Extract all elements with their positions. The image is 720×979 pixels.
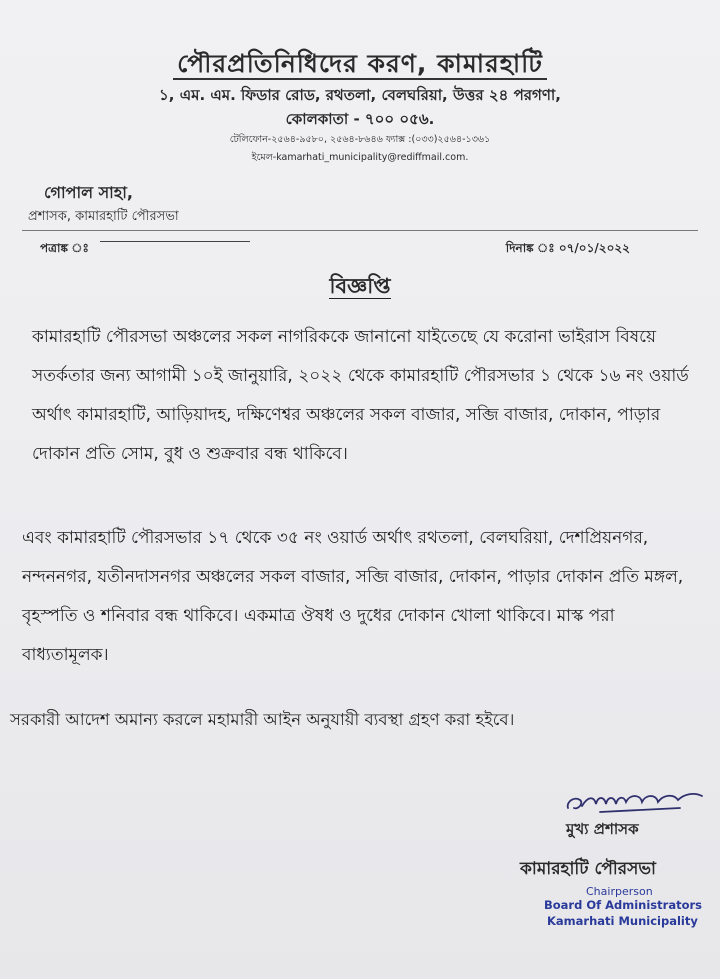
signatory-organization: কামারহাটি পৌরসভা [520,859,656,879]
stamp-line-1: Chairperson [586,885,653,898]
memo-number-blank [100,241,250,242]
handwritten-signature [560,786,710,820]
sender-designation: প্রশাসক, কামারহাটি পৌরসভা [28,209,179,224]
header-divider [22,230,698,231]
notice-paragraph-1: কামারহাটি পৌরসভা অঞ্চলের সকল নাগরিককে জানানো যাইতেছে যে করোনা ভাইরাস বিষয়ে সতর্কতার জন্য আগামী ১০ই জানুয়ারি, ২০২২ থেকে কামারহাটি পৌরসভার ১ থেকে ১৬ নং ওয়ার্ড অর্থাৎ কামারহাটি, আড়িয়াদহ, দক্ষিণেশ্বর অঞ্চলের সকল বাজার, সব্জি বাজার, দোকান, পাড়ার দোকান প্রতি সোম, বুধ ও শুক্রবার বন্ধ থাকিবে। [32,327,689,464]
letterhead-address-line2: কোলকাতা - ৭০০ ০৫৬. [285,110,435,128]
letterhead-email: ইমেল-kamarhati_municipality@rediffmail.com. [251,152,469,163]
notice-date: দিনাঙ্ক ঃ ০৭/০১/২০২২ [505,241,630,255]
stamp-line-2: Board Of Administrators [544,898,702,912]
letterhead-phone: টেলিফোন-২৫৬৪-৯৫৮০, ২৫৬৪-৮৬৪৬ ফ্যাক্স :(০৩৩)২৫৬৪-১৩৬১ [229,134,491,145]
notice-title: বিজ্ঞপ্তি [329,274,391,298]
notice-paragraph-3: সরকারী আদেশ অমান্য করলে মহামারী আইন অনুযায়ী ব্যবস্থা গ্রহণ করা হইবে। [10,710,515,729]
letterhead-address-line1: ১, এম. এম. ফিডার রোড, রথতলা, বেলঘরিয়া, উত্তর ২৪ পরগণা, [159,86,561,104]
stamp-line-3: Kamarhati Municipality [547,914,698,928]
memo-number-label: পত্রাঙ্ক ঃ [40,241,89,255]
signatory-title: মুখ্য প্রশাসক [566,820,639,838]
letterhead-title: পৌরপ্রতিনিধিদের করণ, কামারহাটি [0,44,720,87]
sender-name: গোপাল সাহা, [44,183,133,202]
notice-paragraph-2: এবং কামারহাটি পৌরসভার ১৭ থেকে ৩৫ নং ওয়ার্ড অর্থাৎ রথতলা, বেলঘরিয়া, দেশপ্রিয়নগর, নন্দননগর, যতীনদাসনগর অঞ্চলের সকল বাজার, সব্জি বাজার, দোকান, পাড়ার দোকান প্রতি মঙ্গল, বৃহস্পতি ও শনিবার বন্ধ থাকিবে। একমাত্র ঔষধ ও দুধের দোকান খোলা থাকিবে। মাস্ক পরা বাধ্যতামূলক। [22,528,684,665]
